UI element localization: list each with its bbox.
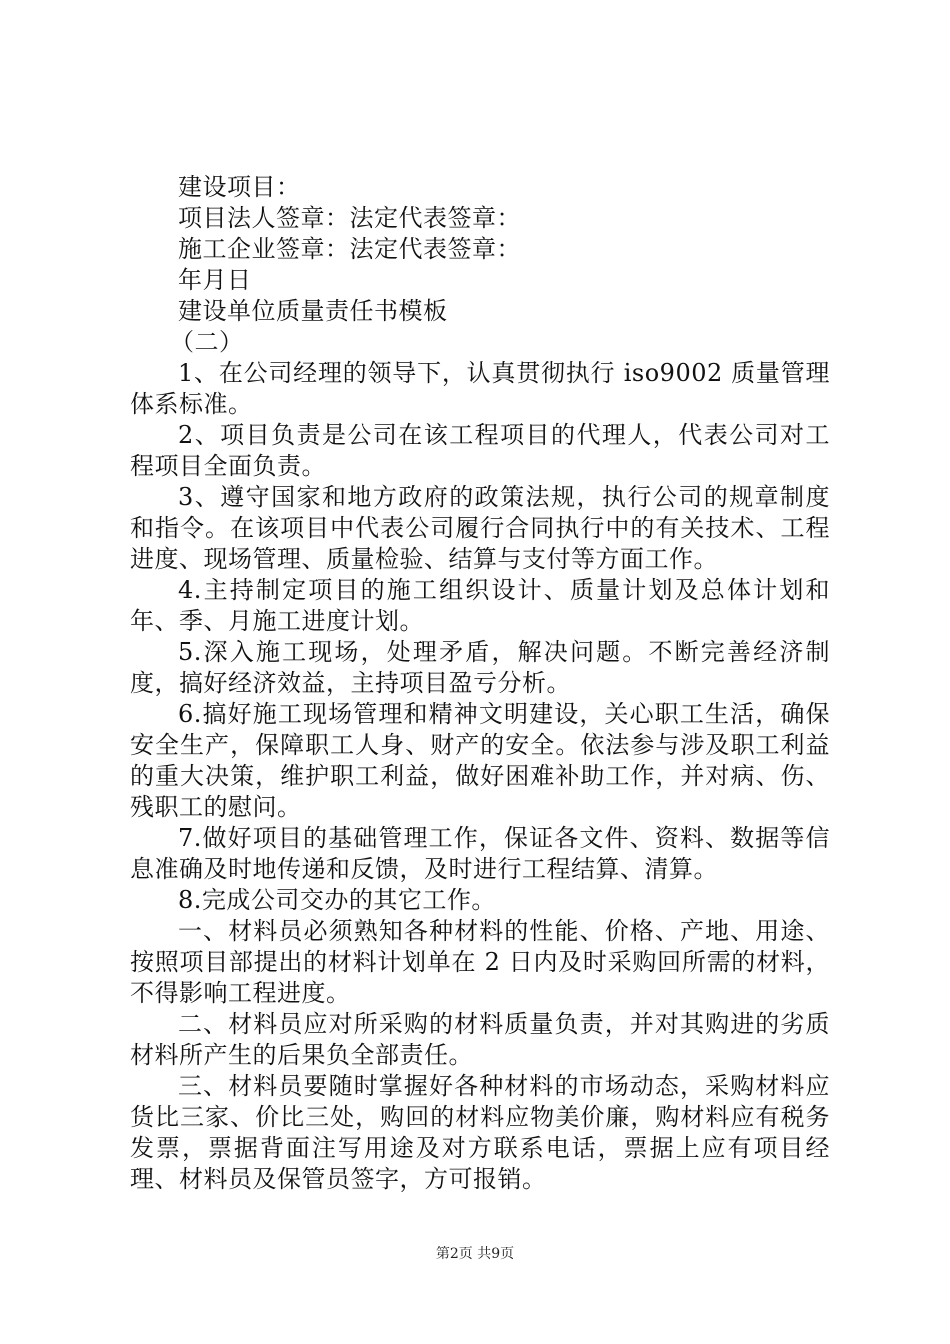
owner-signature-line: 项目法人签章：法定代表签章：	[178, 204, 521, 232]
section-number: （二）	[170, 328, 244, 356]
paragraph-8: 8.完成公司交办的其它工作。	[178, 886, 496, 914]
paragraph-9: 一、材料员必须熟知各种材料的性能、价格、产地、用途、按照项目部提出的材料计划单在 2 日内及时采购回所需的材料，不得影响工程进度。	[130, 917, 830, 1007]
paragraph-7: 7.做好项目的基础管理工作，保证各文件、资料、数据等信息准确及时地传递和反馈，及时进行工程结算、清算。	[130, 824, 830, 883]
document-title: 建设单位质量责任书模板	[178, 297, 448, 325]
page-number-footer: 第2页 共9页	[435, 1246, 515, 1262]
paragraph-5: 5.深入施工现场，处理矛盾，解决问题。不断完善经济制度，搞好经济效益，主持项目盈亏分析。	[130, 638, 830, 697]
paragraph-11: 三、材料员要随时掌握好各种材料的市场动态，采购材料应货比三家、价比三处，购回的材料应物美价廉，购材料应有税务发票，票据背面注写用途及对方联系电话，票据上应有项目经理、材料员及保管员签字，方可报销。	[130, 1072, 830, 1193]
project-line: 建设项目：	[178, 173, 301, 201]
paragraph-1: 1、在公司经理的领导下，认真贯彻执行 iso9002 质量管理体系标准。	[130, 359, 830, 418]
date-line: 年月日	[178, 266, 252, 294]
document-body	[130, 172, 830, 1195]
paragraph-2: 2、项目负责是公司在该工程项目的代理人，代表公司对工程项目全面负责。	[130, 421, 830, 480]
paragraph-4: 4.主持制定项目的施工组织设计、质量计划及总体计划和年、季、月施工进度计划。	[130, 576, 830, 635]
paragraph-3: 3、遵守国家和地方政府的政策法规，执行公司的规章制度和指令。在该项目中代表公司履行合同执行中的有关技术、工程进度、现场管理、质量检验、结算与支付等方面工作。	[130, 483, 830, 573]
paragraph-6: 6.搞好施工现场管理和精神文明建设，关心职工生活，确保安全生产，保障职工人身、财产的安全。依法参与涉及职工利益的重大决策，维护职工利益，做好困难补助工作，并对病、伤、残职工的慰问。	[130, 700, 830, 821]
paragraph-10: 二、材料员应对所采购的材料质量负责，并对其购进的劣质材料所产生的后果负全部责任。	[130, 1010, 830, 1069]
contractor-signature-line: 施工企业签章：法定代表签章：	[178, 235, 521, 263]
